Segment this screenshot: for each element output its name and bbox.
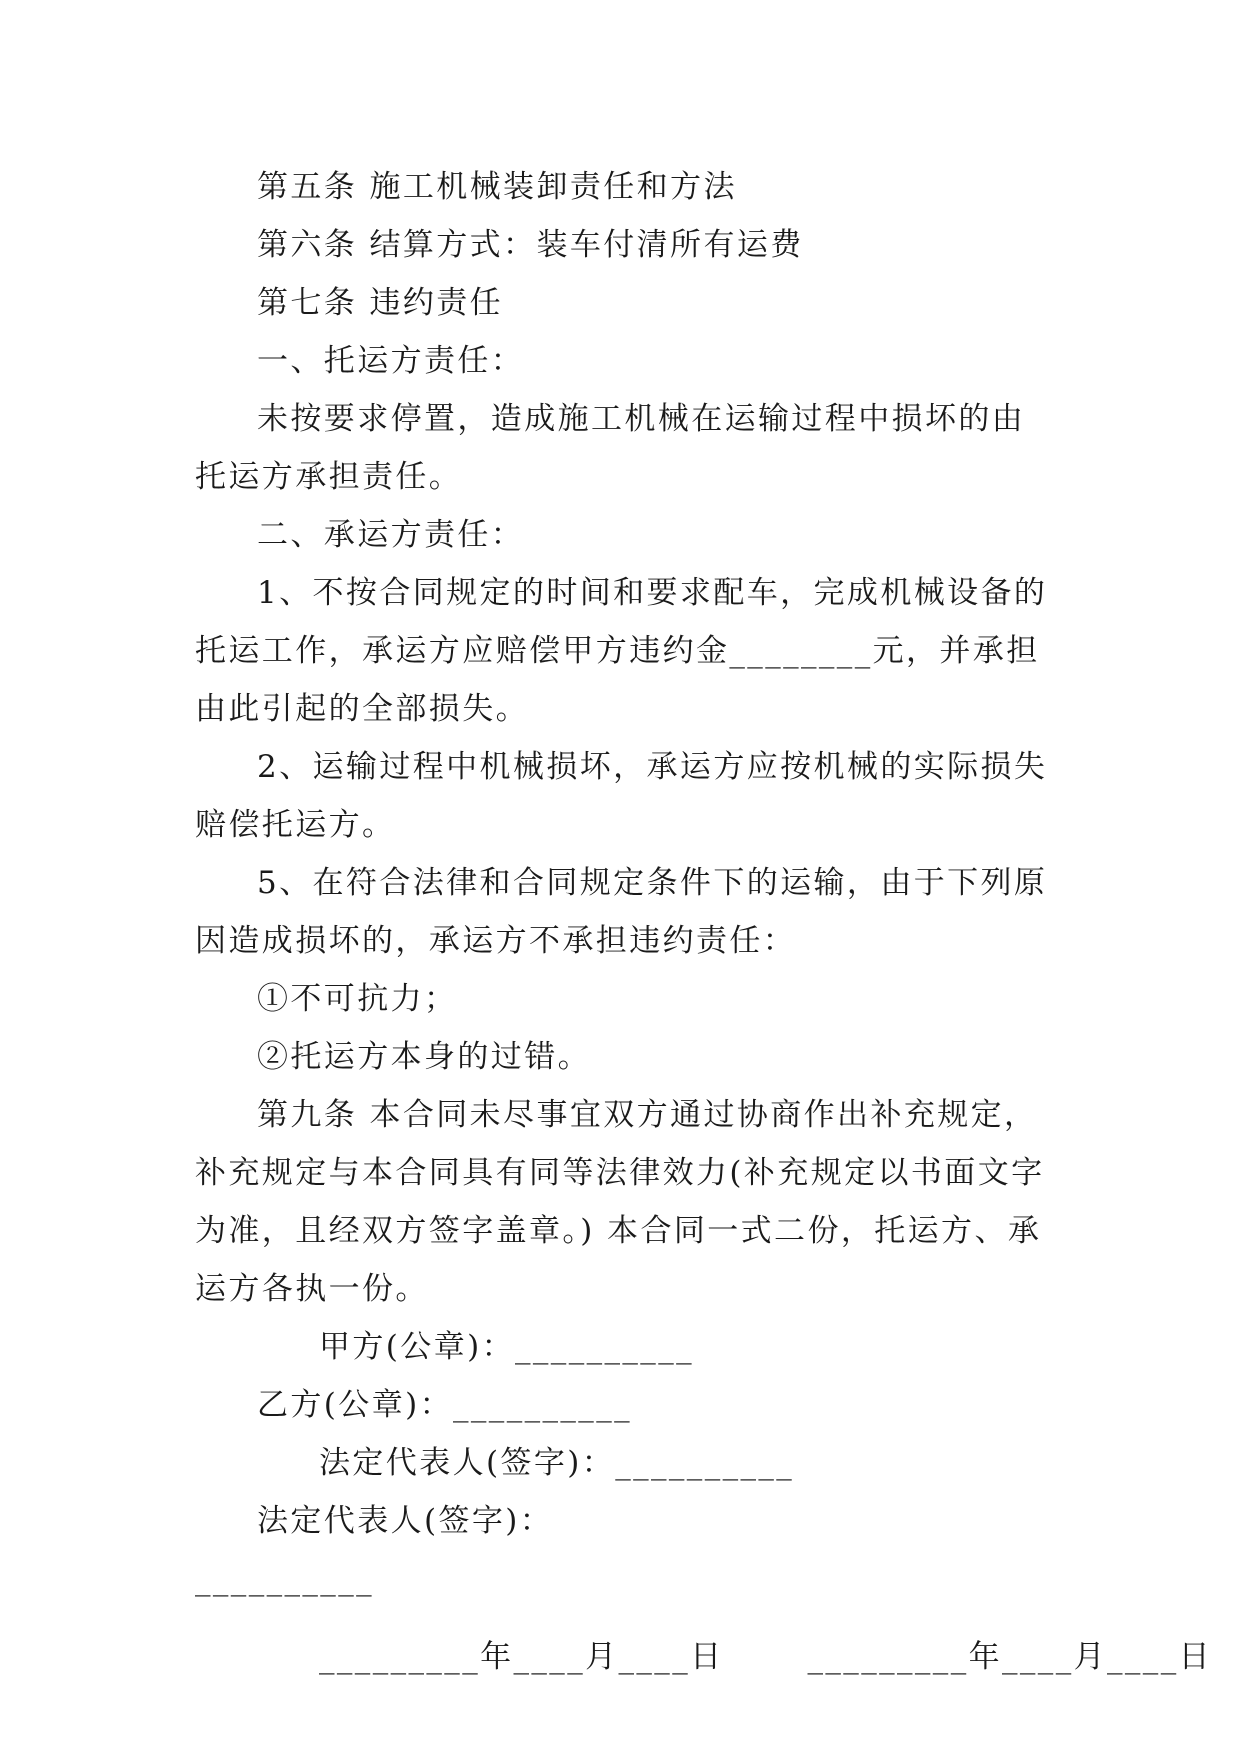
- clause-9-supplement: 第九条 本合同未尽事宜双方通过协商作出补充规定，补充规定与本合同具有同等法律效力(补充规定以书面文字为准，且经双方签字盖章。) 本合同一式二份，托运方、承运方各执一份。: [195, 1097, 1045, 1307]
- party-a-seal: 甲方(公章)：__________: [319, 1329, 694, 1365]
- clause-5-loading: 第五条 施工机械装卸责任和方法: [257, 169, 737, 205]
- rep-b-signature: 法定代表人(签字)：: [257, 1503, 554, 1539]
- exemption-shipper-fault: ②托运方本身的过错。: [257, 1039, 591, 1075]
- party-b-seal: 乙方(公章)：__________: [257, 1387, 632, 1423]
- carrier-liability-item-5: 5、在符合法律和合同规定条件下的运输，由于下列原因造成损坏的，承运方不承担违约责任：: [195, 865, 1048, 959]
- date-a: _________年____月____日: [319, 1639, 724, 1675]
- representative-signature-row: [195, 1434, 1055, 1550]
- shipper-liability-heading: 一、托运方责任：: [257, 343, 525, 379]
- contract-body: [195, 158, 1212, 1686]
- carrier-liability-heading: 二、承运方责任：: [257, 517, 525, 553]
- shipper-liability-text: 未按要求停置，造成施工机械在运输过程中损坏的由托运方承担责任。: [195, 401, 1026, 495]
- exemption-force-majeure: ①不可抗力；: [257, 981, 458, 1017]
- rep-a-signature: 法定代表人(签字)：__________: [319, 1445, 795, 1481]
- carrier-liability-item-2: 2、运输过程中机械损坏，承运方应按机械的实际损失赔偿托运方。: [195, 749, 1048, 843]
- clause-6-settlement: 第六条 结算方式：装车付清所有运费: [257, 227, 804, 263]
- date-b: _________年____月____日: [807, 1639, 1212, 1675]
- carrier-liability-item-1: 1、不按合同规定的时间和要求配车，完成机械设备的托运工作，承运方应赔偿甲方违约金________元，并承担由此引起的全部损失。: [195, 575, 1048, 727]
- clause-7-liability: 第七条 违约责任: [257, 285, 504, 321]
- date-row: [195, 1628, 1212, 1686]
- rep-b-signature-line: __________: [195, 1561, 374, 1597]
- seal-signature-row: [195, 1318, 1055, 1434]
